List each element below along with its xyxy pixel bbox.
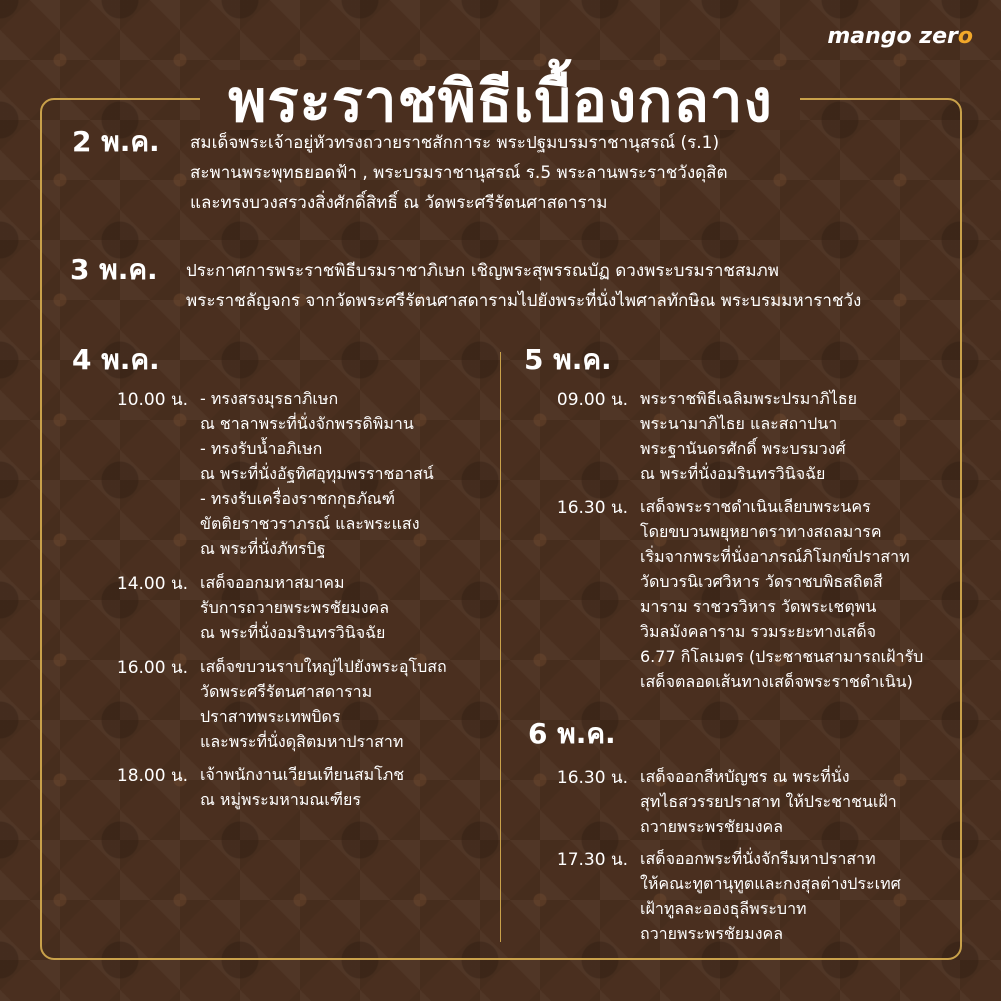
entry-time: 10.00 น. (116, 390, 188, 410)
entry-line: เสด็จออกพระที่นั่งจักรีมหาปราสาท (640, 849, 876, 868)
entry-time: 17.30 น. (556, 850, 628, 870)
entry-time: 16.00 น. (116, 658, 188, 678)
entry-lines (640, 494, 923, 694)
entry-line: พระฐานันดรศักดิ์ พระบรมวงศ์ (640, 439, 846, 458)
entry-line: ถวายพระพรชัยมงคล (640, 924, 784, 943)
entry-line: - ทรงสรงมุรธาภิเษก (200, 389, 339, 408)
entry-lines (200, 762, 404, 812)
entry-line: ณ พระที่นั่งอัฐทิศอุทุมพรราชอาสน์ (200, 464, 434, 483)
text-line: สมเด็จพระเจ้าอยู่หัวทรงถวายราชสักการะ พระปฐมบรมราชานุสรณ์ (ร.1) (190, 133, 720, 153)
entry-line: ณ หมู่พระมหามณเฑียร (200, 790, 361, 809)
entry-line: เสด็จออกมหาสมาคม (200, 573, 345, 592)
entry-time: 14.00 น. (116, 574, 188, 594)
entry-line: และพระที่นั่งดุสิตมหาปราสาท (200, 732, 404, 751)
entry-lines (640, 386, 857, 486)
day-heading-6-may: 6 พ.ค. (528, 717, 616, 750)
entry-line: ณ พระที่นั่งอมรินทรวินิจฉัย (640, 464, 826, 483)
entry-lines (200, 570, 389, 645)
entry-line: ปราสาทพระเทพบิดร (200, 707, 341, 726)
day-3-description (186, 256, 861, 316)
logo-text: mango zer (827, 24, 958, 49)
entry-time: 16.30 น. (556, 768, 628, 788)
entry-line: เสด็จตลอดเส้นทางเสด็จพระราชดำเนิน) (640, 672, 913, 691)
entry-lines (640, 764, 897, 839)
text-line: สะพานพระพุทธยอดฟ้า , พระบรมราชานุสรณ์ ร.5 พระลานพระราชวังดุสิต (190, 163, 728, 183)
day-heading-2-may: 2 พ.ค. (72, 125, 160, 158)
entry-line: รับการถวายพระพรชัยมงคล (200, 598, 390, 617)
day-heading-3-may: 3 พ.ค. (70, 253, 158, 286)
entry-line: เฝ้าทูลละอองธุลีพระบาท (640, 899, 807, 918)
entry-line: วัดพระศรีรัตนศาสดาราม (200, 682, 373, 701)
entry-line: เสด็จออกสีหบัญชร ณ พระที่นั่ง (640, 767, 850, 786)
entry-line: ถวายพระพรชัยมงคล (640, 817, 784, 836)
entry-line: มาราม ราชวรวิหาร วัดพระเชตุพน (640, 597, 877, 616)
entry-line: ณ พระที่นั่งภัทรบิฐ (200, 539, 326, 558)
day-heading-4-may: 4 พ.ค. (72, 343, 160, 376)
entry-line: ณ พระที่นั่งอมรินทรวินิจฉัย (200, 623, 386, 642)
entry-time: 09.00 น. (556, 390, 628, 410)
entry-line: เริ่มจากพระที่นั่งอาภรณ์ภิโมกข์ปราสาท (640, 547, 910, 566)
entry-line: - ทรงรับน้ำอภิเษก (200, 439, 323, 458)
entry-line: โดยขบวนพยุหยาตราทางสถลมารค (640, 522, 882, 541)
text-line: พระราชลัญจกร จากวัดพระศรีรัตนศาสดารามไปยังพระที่นั่งไพศาลทักษิณ พระบรมมหาราชวัง (186, 291, 862, 311)
page-title: พระราชพิธีเบื้องกลาง (228, 67, 773, 135)
entry-line: สุทไธสวรรยปราสาท ให้ประชาชนเฝ้า (640, 792, 897, 811)
entry-lines (200, 386, 434, 561)
entry-line: 6.77 กิโลเมตร (ประชาชนสามารถเฝ้ารับ (640, 647, 924, 666)
entry-line: วิมลมังคลาราม รวมระยะทางเสด็จ (640, 622, 877, 641)
entry-lines (200, 654, 447, 754)
mango-zero-logo (827, 24, 973, 49)
entry-line: เสด็จขบวนราบใหญ่ไปยังพระอุโบสถ (200, 657, 447, 676)
entry-time: 16.30 น. (556, 498, 628, 518)
entry-line: พระราชพิธีเฉลิมพระปรมาภิไธย (640, 389, 857, 408)
entry-line: - ทรงรับเครื่องราชกกุธภัณฑ์ (200, 489, 395, 508)
entry-time: 18.00 น. (116, 766, 188, 786)
entry-lines (640, 846, 901, 946)
entry-line: ให้คณะทูตานุทูตและกงสุลต่างประเทศ (640, 874, 901, 893)
text-line: ประกาศการพระราชพิธีบรมราชาภิเษก เชิญพระสุพรรณบัฏ ดวงพระบรมราชสมภพ (186, 261, 779, 281)
entry-line: ขัตติยราชวราภรณ์ และพระแสง (200, 514, 420, 533)
entry-line: เสด็จพระราชดำเนินเลียบพระนคร (640, 497, 871, 516)
day-heading-5-may: 5 พ.ค. (524, 343, 612, 376)
entry-line: ณ ชาลาพระที่นั่งจักพรรดิพิมาน (200, 414, 414, 433)
entry-line: เจ้าพนักงานเวียนเทียนสมโภช (200, 765, 405, 784)
day-2-description (190, 128, 728, 218)
logo-accent: o (957, 24, 973, 49)
entry-line: พระนามาภิไธย และสถาปนา (640, 414, 838, 433)
column-divider (500, 352, 501, 942)
entry-line: วัดบวรนิเวศวิหาร วัดราชบพิธสถิตสี (640, 572, 883, 591)
text-line: และทรงบวงสรวงสิ่งศักดิ์สิทธิ์ ณ วัดพระศรีรัตนศาสดาราม (190, 193, 608, 213)
